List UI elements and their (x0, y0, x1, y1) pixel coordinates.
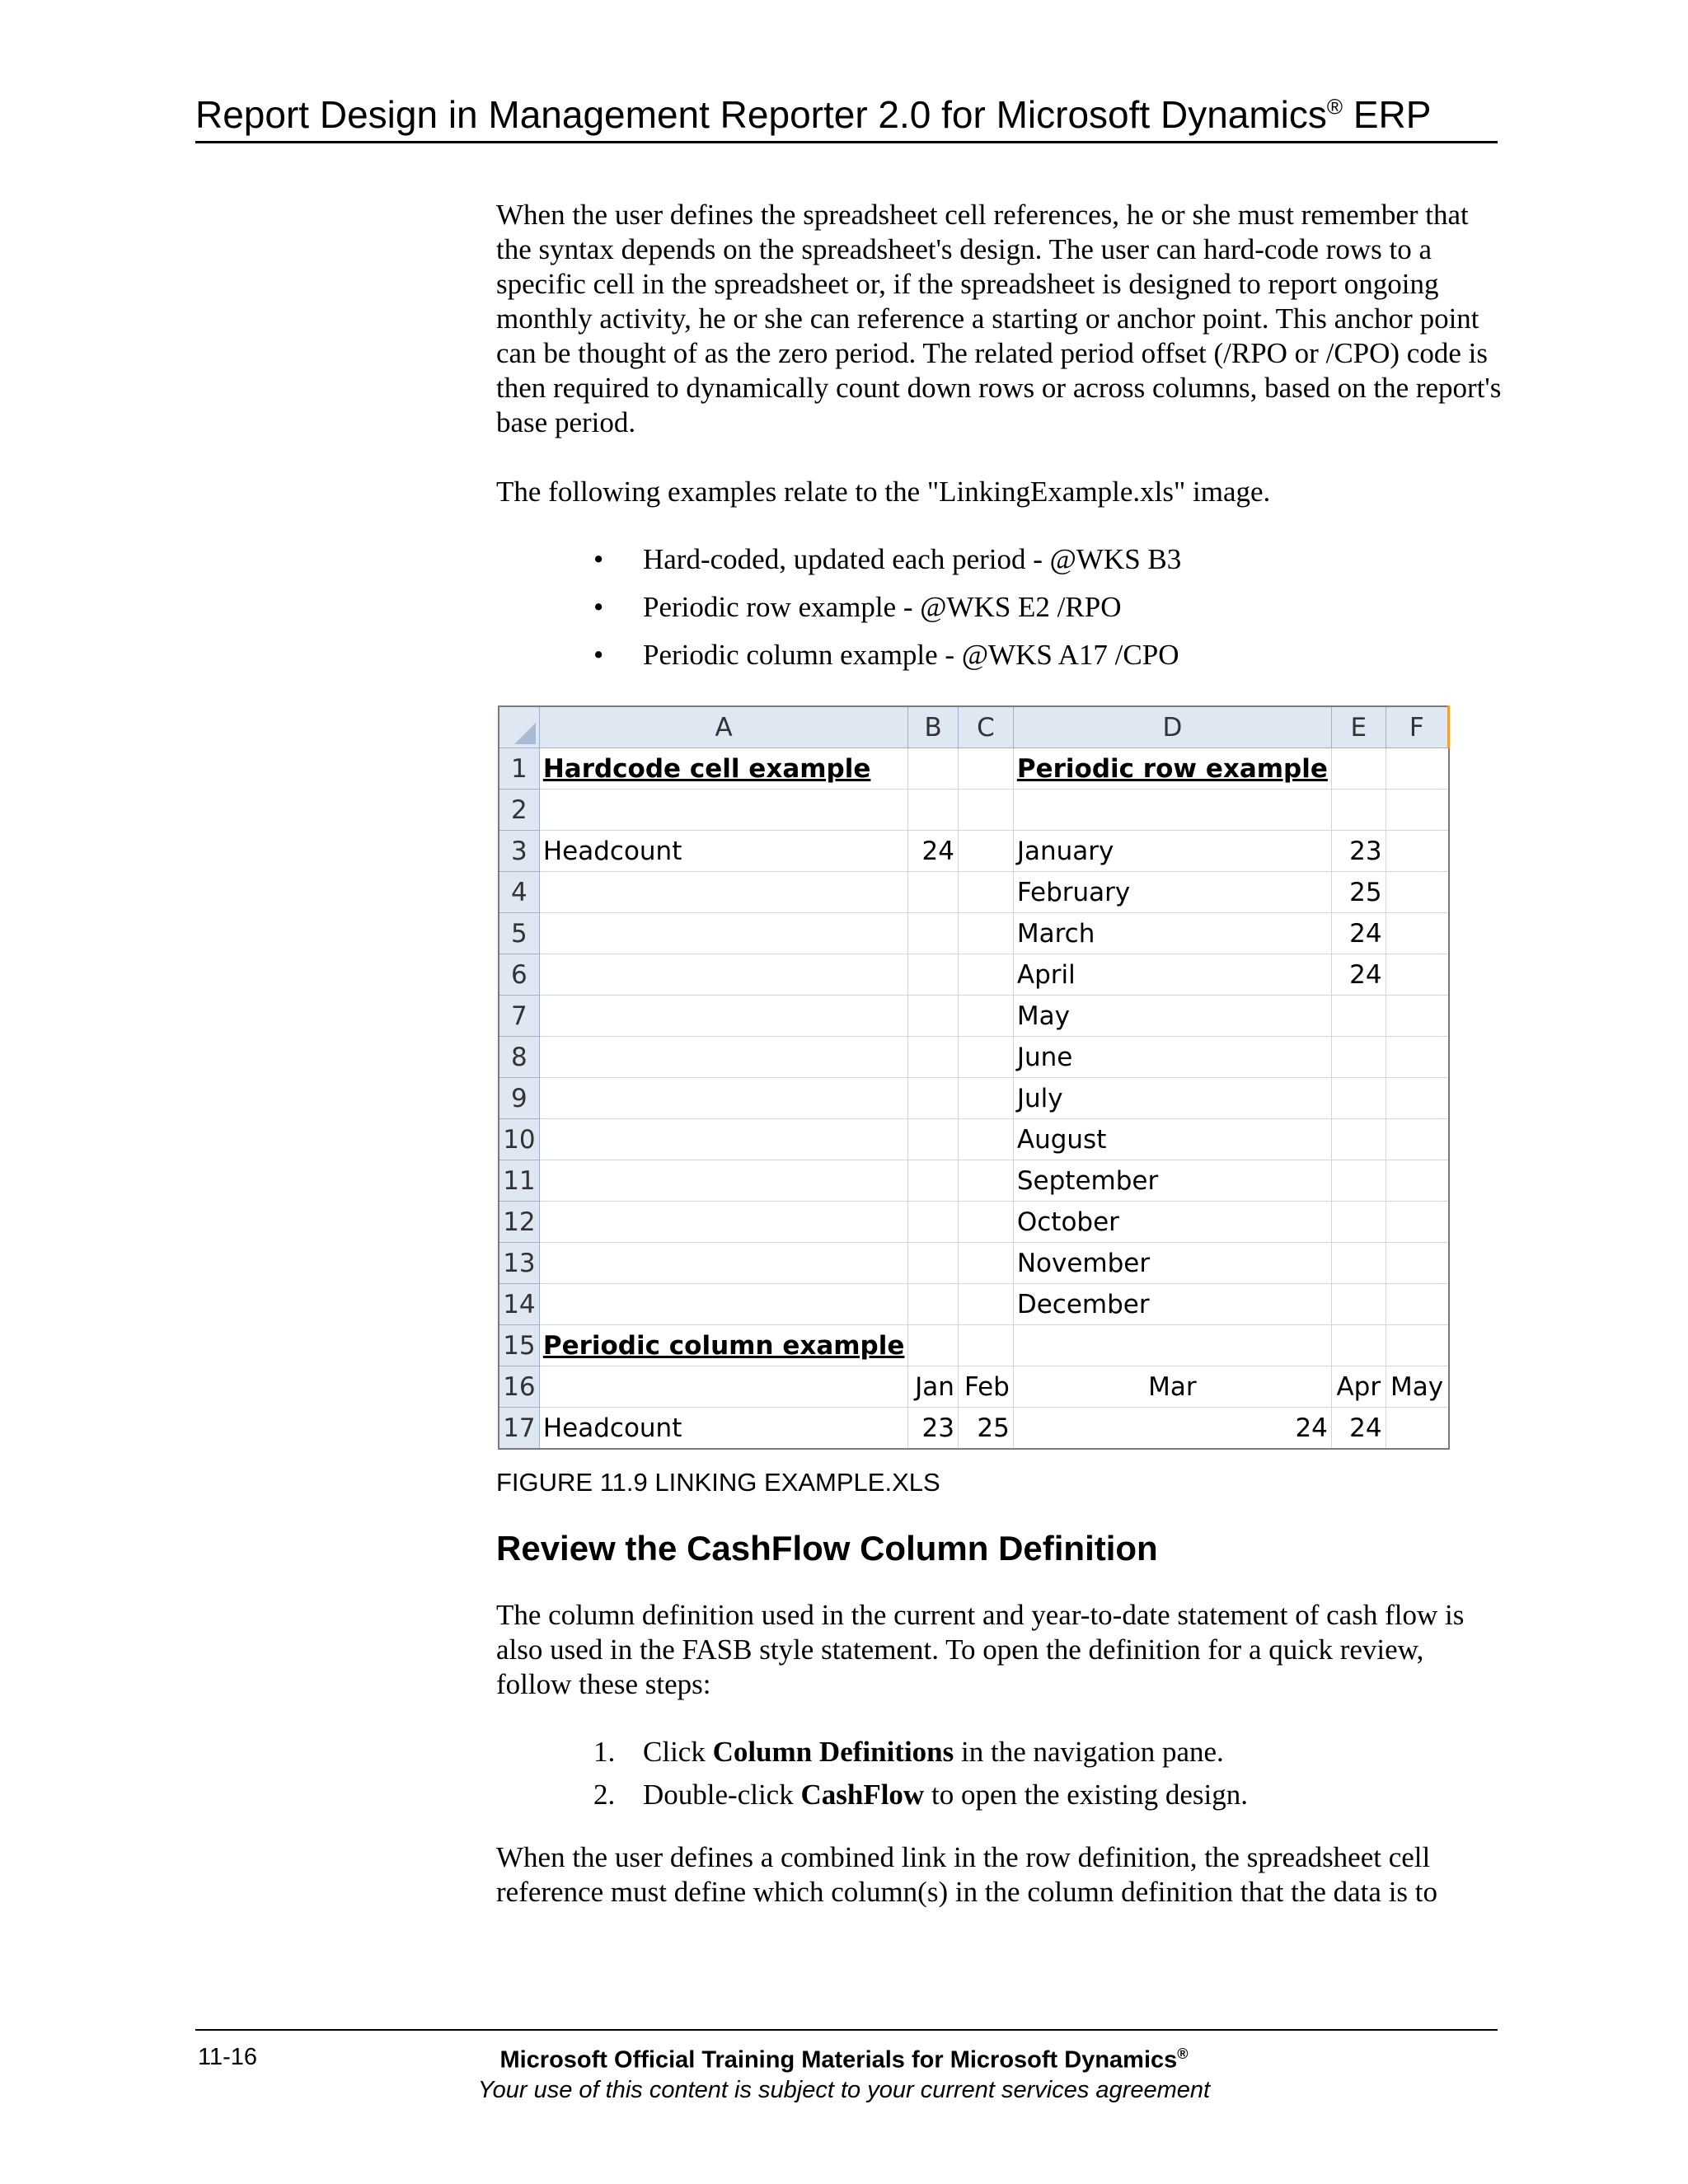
table-cell (1386, 1202, 1448, 1243)
bullet-icon: • (593, 591, 604, 623)
row-header: 5 (499, 913, 539, 954)
table-cell: July (1013, 1078, 1331, 1119)
table-cell (1386, 1160, 1448, 1202)
table-cell (908, 1119, 959, 1160)
table-row (499, 1284, 1449, 1325)
header-registered-mark: ® (1326, 94, 1343, 120)
table-row (499, 1078, 1449, 1119)
table-cell (958, 954, 1013, 996)
intro-paragraph: When the user defines the spreadsheet cell references, he or she must remember that the syntax depends on the spreadsheet's design. The user can hard-code rows to a specific cell in the spreadsheet or, if the spreadsheet is designed to report ongoing monthly activity, he or she can reference a starting or anchor point. This anchor point can be thought of as the zero period. The related period offset (/RPO or /CPO) code is then required to dynamically count down rows or across columns, based on the report's base period. (496, 199, 1502, 438)
table-cell (539, 1037, 908, 1078)
table-cell (539, 1366, 908, 1408)
table-cell: Periodic column example (539, 1325, 908, 1366)
table-row (499, 1160, 1449, 1202)
footer-divider (195, 2029, 1498, 2031)
page-content (496, 198, 1502, 1910)
table-row (499, 913, 1449, 954)
select-all-triangle-icon (514, 723, 536, 744)
table-cell (1386, 872, 1448, 913)
step-bold-text: CashFlow (800, 1779, 925, 1811)
table-cell (1331, 1284, 1386, 1325)
table-cell (958, 1160, 1013, 1202)
row-header: 3 (499, 831, 539, 872)
table-cell (1386, 831, 1448, 872)
table-cell (539, 913, 908, 954)
table-cell (1386, 996, 1448, 1037)
table-cell (1386, 748, 1448, 790)
footer-registered-mark: ® (1177, 2046, 1189, 2062)
table-cell (1331, 790, 1386, 831)
column-header: A (539, 706, 908, 748)
row-header: 9 (499, 1078, 539, 1119)
row-header: 16 (499, 1366, 539, 1408)
table-cell (908, 954, 959, 996)
table-cell (1331, 1078, 1386, 1119)
table-cell (1386, 954, 1448, 996)
table-cell: Headcount (539, 831, 908, 872)
table-cell (539, 872, 908, 913)
table-cell: June (1013, 1037, 1331, 1078)
table-cell (539, 954, 908, 996)
table-cell: March (1013, 913, 1331, 954)
table-cell: December (1013, 1284, 1331, 1325)
table-cell (908, 1160, 959, 1202)
column-header: E (1331, 706, 1386, 748)
column-header-row (499, 706, 1449, 748)
row-header: 15 (499, 1325, 539, 1366)
table-row (499, 1243, 1449, 1284)
row-header: 13 (499, 1243, 539, 1284)
header-suffix: ERP (1343, 93, 1432, 136)
table-cell (1331, 1119, 1386, 1160)
table-cell (908, 1202, 959, 1243)
column-header: C (958, 706, 1013, 748)
spreadsheet-table (498, 705, 1450, 1450)
figure-caption: FIGURE 11.9 LINKING EXAMPLE.XLS (496, 1468, 940, 1497)
table-row (499, 790, 1449, 831)
column-header: B (908, 706, 959, 748)
table-cell (958, 872, 1013, 913)
step-text: to open the existing design. (924, 1779, 1248, 1811)
table-cell (908, 1037, 959, 1078)
table-cell: August (1013, 1119, 1331, 1160)
footer-title (0, 2046, 1688, 2074)
table-cell: January (1013, 831, 1331, 872)
table-row (499, 831, 1449, 872)
table-row (499, 1119, 1449, 1160)
select-all-corner (499, 706, 539, 748)
table-cell (908, 1078, 959, 1119)
table-cell: Periodic row example (1013, 748, 1331, 790)
step-text: Click (643, 1736, 713, 1768)
table-cell (958, 1078, 1013, 1119)
examples-list (496, 542, 1502, 673)
table-cell (958, 1202, 1013, 1243)
table-row (499, 872, 1449, 913)
list-item-text: Periodic row example - @WKS E2 /RPO (643, 591, 1122, 623)
table-cell: Jan (908, 1366, 959, 1408)
table-cell: February (1013, 872, 1331, 913)
list-item-text: Periodic column example - @WKS A17 /CPO (643, 639, 1179, 671)
row-header: 17 (499, 1408, 539, 1450)
steps-list (496, 1735, 1502, 1812)
step-bold-text: Column Definitions (712, 1736, 954, 1768)
table-cell: April (1013, 954, 1331, 996)
table-cell (958, 831, 1013, 872)
row-header: 7 (499, 996, 539, 1037)
footer-title-text: Microsoft Official Training Materials for Microsoft Dynamics (499, 2046, 1178, 2074)
table-cell (1331, 1243, 1386, 1284)
combined-link-paragraph: When the user defines a combined link in the row definition, the spreadsheet cell reference must define which column(s) in the column definition that the data is to (496, 1841, 1438, 1908)
table-cell (958, 1037, 1013, 1078)
table-cell: 25 (958, 1408, 1013, 1450)
table-cell (908, 1284, 959, 1325)
step-text: in the navigation pane. (954, 1736, 1224, 1768)
table-cell (908, 790, 959, 831)
table-row (499, 748, 1449, 790)
table-cell (958, 913, 1013, 954)
table-cell: May (1013, 996, 1331, 1037)
table-cell (958, 790, 1013, 831)
row-header: 12 (499, 1202, 539, 1243)
table-cell: 25 (1331, 872, 1386, 913)
table-cell (958, 1325, 1013, 1366)
spreadsheet-figure (498, 705, 1450, 1450)
table-row (499, 996, 1449, 1037)
table-cell (908, 872, 959, 913)
table-cell (1386, 1284, 1448, 1325)
table-cell (539, 1160, 908, 1202)
table-cell (539, 1284, 908, 1325)
list-item (496, 1778, 1502, 1812)
table-cell (1386, 1078, 1448, 1119)
table-cell (1386, 1037, 1448, 1078)
column-header: F (1386, 706, 1448, 748)
cashflow-paragraph: The column definition used in the current and year-to-date statement of cash flow is also used in the FASB style statement. To open the definition for a quick review, follow these steps: (496, 1599, 1465, 1700)
table-cell: November (1013, 1243, 1331, 1284)
table-cell: September (1013, 1160, 1331, 1202)
row-header: 10 (499, 1119, 539, 1160)
bullet-icon: • (593, 543, 604, 575)
table-cell (1331, 1037, 1386, 1078)
step-number: 1. (593, 1736, 616, 1768)
examples-paragraph: The following examples relate to the "LinkingExample.xls" image. (496, 476, 1271, 508)
table-cell (958, 748, 1013, 790)
table-cell (958, 996, 1013, 1037)
row-header: 14 (499, 1284, 539, 1325)
table-cell (1331, 1202, 1386, 1243)
page-number: 11-16 (198, 2044, 258, 2070)
table-cell (908, 1325, 959, 1366)
table-cell (908, 996, 959, 1037)
table-cell: Apr (1331, 1366, 1386, 1408)
bullet-icon: • (593, 639, 604, 671)
row-header: 6 (499, 954, 539, 996)
table-cell (1331, 748, 1386, 790)
table-cell (1386, 1243, 1448, 1284)
table-cell: 24 (908, 831, 959, 872)
table-cell (1386, 1119, 1448, 1160)
table-cell (908, 913, 959, 954)
list-item (496, 542, 1502, 577)
list-item (496, 638, 1502, 673)
table-cell (1331, 996, 1386, 1037)
row-header: 2 (499, 790, 539, 831)
table-cell (1386, 790, 1448, 831)
page-header (195, 92, 1498, 143)
table-cell: 24 (1331, 954, 1386, 996)
table-cell (539, 790, 908, 831)
table-cell: Hardcode cell example (539, 748, 908, 790)
header-title: Report Design in Management Reporter 2.0 for Microsoft Dynamics (195, 93, 1327, 136)
row-header: 8 (499, 1037, 539, 1078)
table-row (499, 1366, 1449, 1408)
table-cell (539, 1202, 908, 1243)
section-title: Review the CashFlow Column Definition (496, 1529, 1158, 1568)
row-header: 11 (499, 1160, 539, 1202)
table-cell: Mar (1013, 1366, 1331, 1408)
table-cell (958, 1284, 1013, 1325)
table-cell: 24 (1331, 1408, 1386, 1450)
list-item (496, 1735, 1502, 1769)
table-cell (539, 1119, 908, 1160)
table-cell (1013, 790, 1331, 831)
table-cell (539, 1078, 908, 1119)
table-cell: Feb (958, 1366, 1013, 1408)
table-cell: May (1386, 1366, 1448, 1408)
table-cell (958, 1243, 1013, 1284)
table-cell (1386, 913, 1448, 954)
spreadsheet-body (499, 748, 1449, 1450)
table-cell: Headcount (539, 1408, 908, 1450)
table-cell (539, 996, 908, 1037)
table-cell: 24 (1013, 1408, 1331, 1450)
column-header: D (1013, 706, 1331, 748)
table-cell (1013, 1325, 1331, 1366)
row-header: 1 (499, 748, 539, 790)
table-row (499, 1325, 1449, 1366)
table-cell (1386, 1408, 1448, 1450)
table-cell (539, 1243, 908, 1284)
table-cell: 23 (908, 1408, 959, 1450)
table-cell (908, 1243, 959, 1284)
table-cell: 24 (1331, 913, 1386, 954)
step-number: 2. (593, 1779, 616, 1811)
list-item-text: Hard-coded, updated each period - @WKS B3 (643, 543, 1182, 575)
table-cell (1331, 1325, 1386, 1366)
table-row (499, 1202, 1449, 1243)
footer-subtitle: Your use of this content is subject to your current services agreement (477, 2077, 1211, 2103)
table-cell (958, 1119, 1013, 1160)
step-text: Double-click (643, 1779, 801, 1811)
table-cell (1331, 1160, 1386, 1202)
row-header: 4 (499, 872, 539, 913)
table-row (499, 954, 1449, 996)
table-cell: 23 (1331, 831, 1386, 872)
table-cell (908, 748, 959, 790)
table-cell: October (1013, 1202, 1331, 1243)
table-cell (1386, 1325, 1448, 1366)
table-row (499, 1408, 1449, 1450)
table-row (499, 1037, 1449, 1078)
list-item (496, 590, 1502, 625)
